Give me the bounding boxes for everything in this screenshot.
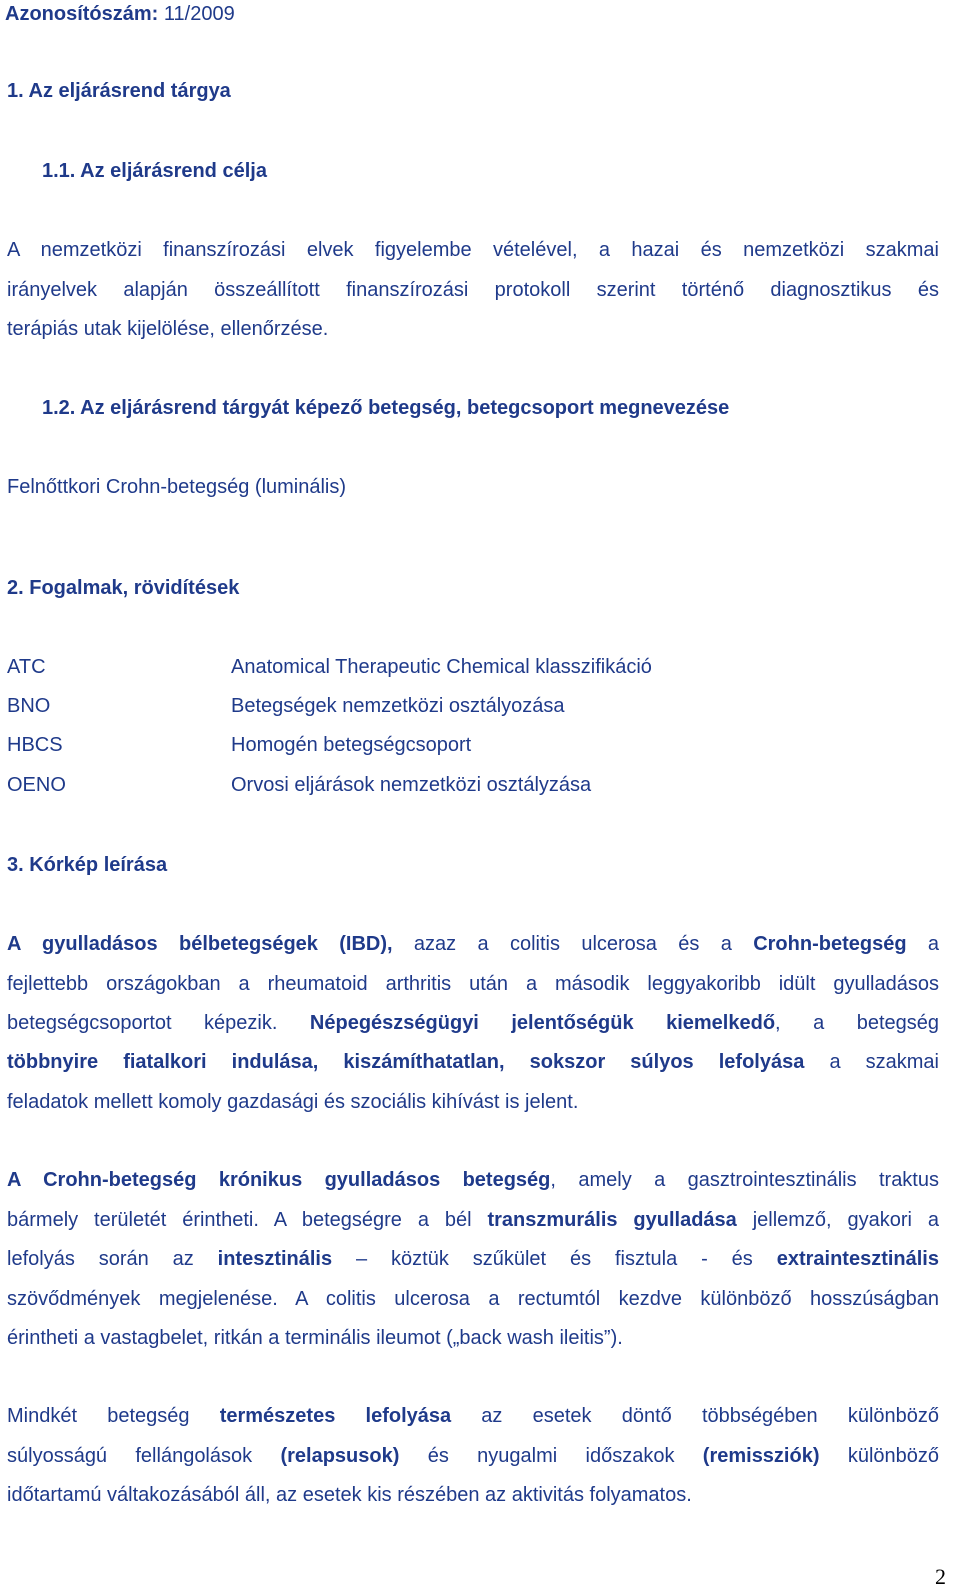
paragraph-1-line: fejlettebb országokban a rheumatoid arthritis után a második leggyakoribb idült gyulladásos	[7, 973, 939, 995]
section-1-title: 1. Az eljárásrend tárgya	[7, 80, 231, 102]
bold-text: természetes lefolyása	[219, 1405, 452, 1427]
text: lefolyás során az	[7, 1248, 218, 1270]
abbreviation-description: Orvosi eljárások nemzetközi osztályzása	[231, 774, 592, 796]
paragraph-2-line	[7, 1206, 939, 1234]
abbreviation-description: Homogén betegségcsoport	[231, 734, 472, 756]
paragraph-1-line	[7, 1048, 939, 1076]
text: – köztük szűkület és fisztula - és	[332, 1248, 777, 1270]
abbreviation-term: ATC	[7, 656, 46, 678]
section-2-title: 2. Fogalmak, rövidítések	[7, 577, 240, 599]
paragraph-3-line	[7, 1402, 939, 1430]
bold-text: extraintesztinális	[776, 1248, 939, 1270]
bold-text: (relapsusok)	[280, 1445, 400, 1467]
bold-text: A gyulladásos bélbetegségek (IBD),	[7, 933, 393, 955]
abbreviation-term: HBCS	[7, 734, 63, 756]
text: a szakmai	[804, 1051, 939, 1073]
document-id-label: Azonosítószám:	[5, 3, 159, 25]
paragraph-2-line	[7, 1245, 939, 1273]
text: és nyugalmi időszakok	[399, 1445, 703, 1467]
section-1-1-line: A nemzetközi finanszírozási elvek figyelembe vételével, a hazai és nemzetközi szakmai	[7, 239, 939, 261]
paragraph-3-line	[7, 1442, 939, 1470]
abbreviation-term: OENO	[7, 774, 66, 796]
section-1-2-title: 1.2. Az eljárásrend tárgyát képező betegség, betegcsoport megnevezése	[42, 397, 730, 419]
abbreviation-term: BNO	[7, 695, 51, 717]
document-id	[5, 0, 235, 28]
bold-text: A Crohn-betegség krónikus gyulladásos betegség	[7, 1169, 551, 1191]
text: jellemző, gyakori a	[736, 1209, 939, 1231]
bold-text: transzmurális gyulladása	[487, 1209, 737, 1231]
text: , amely a gasztrointesztinális traktus	[550, 1169, 939, 1191]
abbreviation-description: Betegségek nemzetközi osztályozása	[231, 695, 565, 717]
text: azaz a colitis ulcerosa és a	[392, 933, 754, 955]
text: a	[906, 933, 939, 955]
section-1-1-line: terápiás utak kijelölése, ellenőrzése.	[7, 318, 329, 340]
text: bármely területét érintheti. A betegségre a bél	[7, 1209, 488, 1231]
bold-text: (remissziók)	[702, 1445, 820, 1467]
text: különböző	[819, 1445, 939, 1467]
paragraph-2-line: szövődmények megjelenése. A colitis ulcerosa a rectumtól kezdve különböző hosszúságban	[7, 1288, 939, 1310]
section-1-1-line: irányelvek alapján összeállított finanszírozási protokoll szerint történő diagnosztikus és	[7, 279, 939, 301]
bold-text: többnyire fiatalkori indulása, kiszámíthatatlan, sokszor súlyos lefolyása	[7, 1051, 805, 1073]
document-id-value: 11/2009	[158, 3, 235, 25]
text: , a betegség	[775, 1012, 939, 1034]
paragraph-3-line: időtartamú váltakozásából áll, az esetek kis részében az aktivitás folyamatos.	[7, 1484, 692, 1506]
text: az esetek döntő többségében különböző	[451, 1405, 939, 1427]
paragraph-1-line: feladatok mellett komoly gazdasági és szociális kihívást is jelent.	[7, 1091, 579, 1113]
section-1-2-text: Felnőttkori Crohn-betegség (luminális)	[7, 476, 347, 498]
paragraph-2-line: érintheti a vastagbelet, ritkán a terminális ileumot („back wash ileitis”).	[7, 1327, 623, 1349]
paragraph-1-line	[7, 1009, 939, 1037]
bold-text: Crohn-betegség	[753, 933, 907, 955]
section-3-title: 3. Kórkép leírása	[7, 854, 168, 876]
page-number: 2	[935, 1564, 946, 1589]
text: súlyosságú fellángolások	[7, 1445, 281, 1467]
bold-text: Népegészségügyi jelentőségük kiemelkedő	[309, 1012, 776, 1034]
text: Mindkét betegség	[7, 1405, 220, 1427]
text: betegségcsoportot képezik.	[7, 1012, 310, 1034]
paragraph-2-line	[7, 1166, 939, 1194]
bold-text: intesztinális	[217, 1248, 333, 1270]
abbreviation-description: Anatomical Therapeutic Chemical klasszifikáció	[231, 656, 652, 678]
paragraph-1-line	[7, 930, 939, 958]
section-1-1-title: 1.1. Az eljárásrend célja	[42, 160, 267, 182]
